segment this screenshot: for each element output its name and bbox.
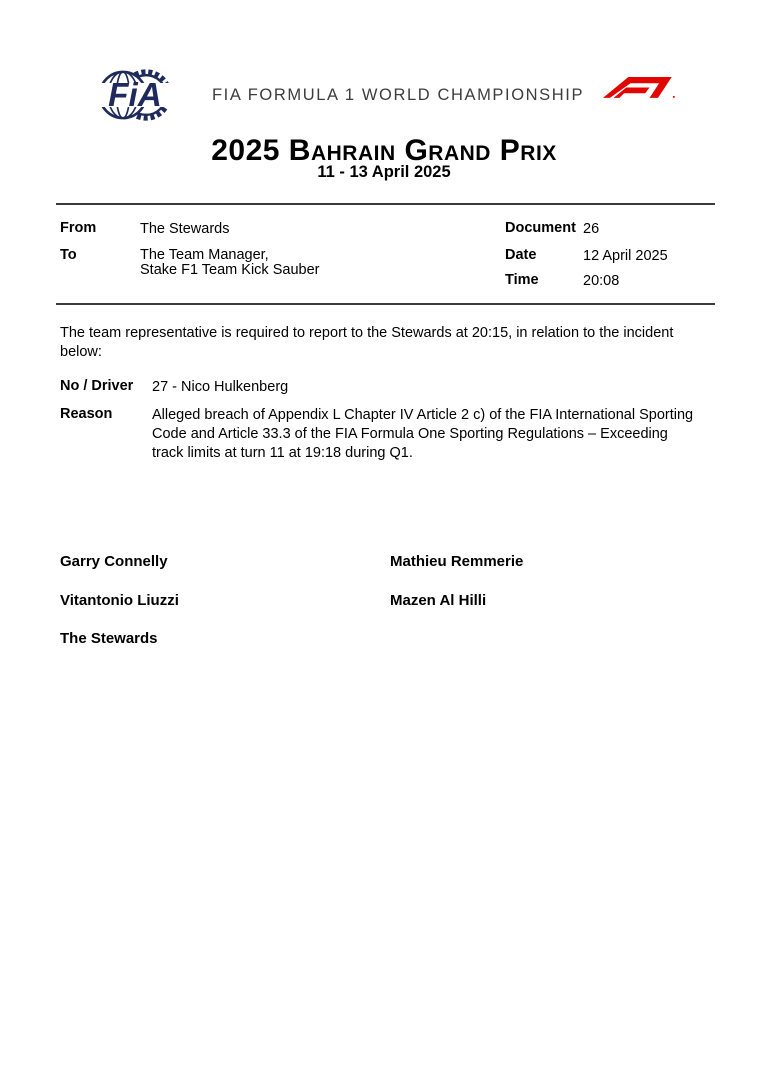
time-value: 20:08 [583, 273, 620, 289]
reason-value: Alleged breach of Appendix L Chapter IV Article 2 c) of the FIA International Sporting Code and Article 33.3 of the FIA Formula One Sporting Regulations – Exceeding track limits at turn 11 at 19:18 during Q1. [152, 407, 694, 461]
to-value [140, 248, 319, 278]
from-value: The Stewards [140, 221, 230, 237]
event-dates: 11 - 13 April 2025 [317, 163, 451, 181]
signature-steward-2: Mathieu Remmerie [390, 553, 524, 570]
document-number: 26 [583, 221, 600, 237]
to-value-line1: The Team Manager, [140, 247, 269, 263]
from-label: From [60, 220, 97, 236]
reason-label: Reason [60, 406, 113, 422]
document-label: Document [505, 220, 576, 236]
championship-title: FIA FORMULA 1 WORLD CHAMPIONSHIP [212, 86, 585, 104]
signature-steward-3: Vitantonio Liuzzi [60, 592, 179, 609]
signature-steward-4: Mazen Al Hilli [390, 592, 487, 609]
date-label: Date [505, 247, 537, 263]
summons-paragraph: The team representative is required to report to the Stewards at 20:15, in relation to the incident below: [60, 325, 674, 360]
date-value: 12 April 2025 [583, 248, 668, 264]
no-driver-value: 27 - Nico Hulkenberg [152, 379, 289, 395]
fia-logo-icon [98, 66, 172, 124]
event-title: 2025 Bahrain Grand Prix [211, 134, 557, 167]
f1-logo-icon [603, 76, 677, 110]
time-label: Time [505, 272, 539, 288]
no-driver-label: No / Driver [60, 378, 134, 394]
fia-logo-text: FiA [108, 77, 162, 115]
signature-steward-1: Garry Connelly [60, 553, 168, 570]
bottom-divider [56, 303, 715, 305]
to-label: To [60, 247, 77, 263]
top-divider [56, 203, 715, 205]
to-value-line2: Stake F1 Team Kick Sauber [140, 262, 320, 278]
signature-footer: The Stewards [60, 630, 158, 647]
